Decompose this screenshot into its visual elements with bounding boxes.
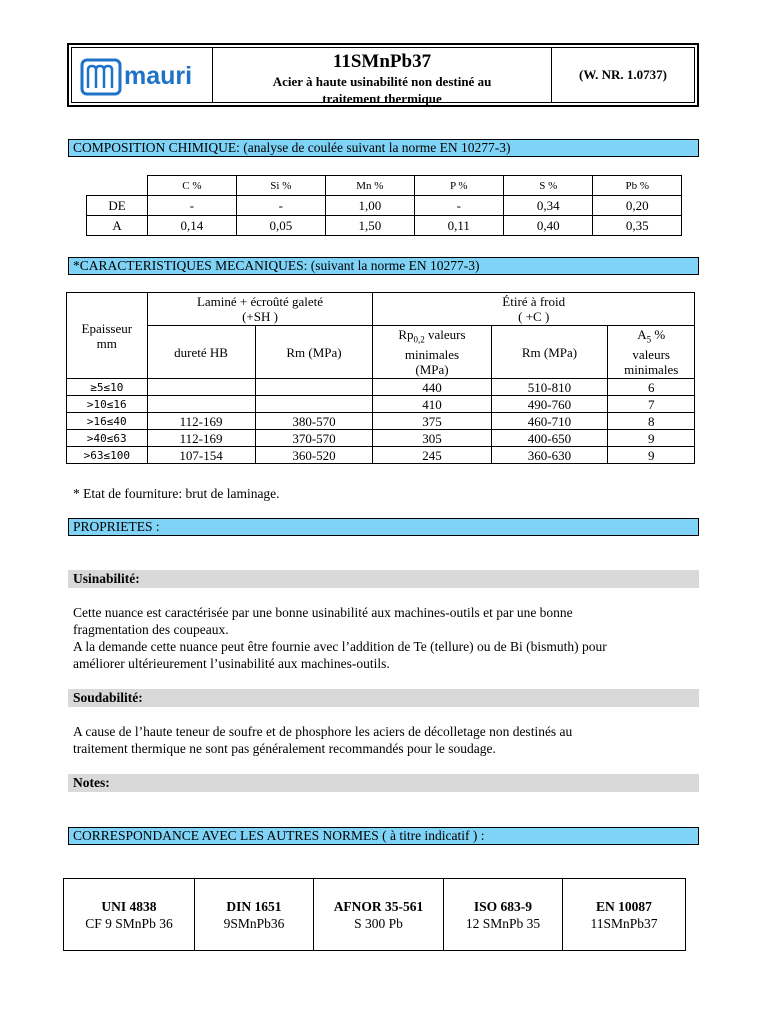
norm-standard: DIN 1651 [226, 898, 282, 914]
table-cell: 0,35 [593, 216, 682, 236]
usinabilite-text [73, 604, 703, 672]
table-cell: 0,05 [236, 216, 325, 236]
chemical-table [86, 175, 682, 236]
soudabilite-line: A cause de l’haute teneur de soufre et de phosphore les aciers de décolletage non destinés au [73, 724, 573, 739]
table-cell: 0,20 [593, 196, 682, 216]
table-cell: 440 [373, 379, 491, 396]
mechanical-section-title: *CARACTERISTIQUES MECANIQUES: (suivant la norme EN 10277-3) [68, 257, 699, 275]
table-row [67, 396, 695, 413]
soudabilite-text [73, 723, 703, 757]
table-cell: 410 [373, 396, 491, 413]
table-cell [255, 379, 373, 396]
chemical-section-title: COMPOSITION CHIMIQUE: (analyse de coulée suivant la norme EN 10277-3) [68, 139, 699, 157]
table-cell [147, 379, 255, 396]
a-subscript: 5 [646, 334, 652, 345]
table-cell [255, 396, 373, 413]
rp-label-suffix: valeurs [424, 326, 466, 342]
table-cell: 305 [373, 430, 491, 447]
thickness-header-line1: Epaisseur [81, 320, 133, 336]
table-cell: 510-810 [491, 379, 608, 396]
norm-designation: 9SMnPb36 [223, 915, 285, 931]
group2-line1: Étiré à froid [502, 294, 566, 309]
norm-designation: 12 SMnPb 35 [465, 915, 541, 931]
table-cell: - [148, 196, 236, 216]
soudabilite-line: traitement thermique ne sont pas généralement recommandés pour le soudage. [73, 741, 496, 756]
thickness-cell: >40≤63 [67, 430, 148, 447]
table-cell: 9 [608, 447, 695, 464]
chem-col-header: P % [414, 176, 503, 196]
mauri-logo [72, 48, 212, 106]
rp-line3: (MPa) [415, 362, 449, 378]
logo-cell [72, 48, 213, 102]
table-row [67, 430, 695, 447]
chem-col-header: C % [148, 176, 236, 196]
table-row [67, 413, 695, 430]
norm-standard: EN 10087 [596, 898, 652, 914]
table-cell: 0,40 [504, 216, 593, 236]
chem-col-header: Pb % [593, 176, 682, 196]
table-cell: 360-630 [491, 447, 608, 464]
norm-standard: UNI 4838 [101, 898, 157, 914]
table-cell: - [414, 196, 503, 216]
table-cell: 400-650 [491, 430, 608, 447]
col-rm1-header: Rm (MPa) [255, 326, 373, 379]
norm-cell-iso [444, 879, 563, 951]
subtitle-line-1: Acier à haute usinabilité non destiné au [272, 74, 492, 89]
usinabilite-heading: Usinabilité: [68, 570, 699, 588]
norm-designation: S 300 Pb [354, 915, 403, 931]
thickness-header [67, 293, 148, 379]
thickness-cell: >63≤100 [67, 447, 148, 464]
table-cell: 0,14 [148, 216, 236, 236]
soudabilite-heading: Soudabilité: [68, 689, 699, 707]
wnr-number: (W. NR. 1.0737) [579, 67, 667, 82]
norm-standard: ISO 683-9 [473, 898, 533, 914]
norms-table [63, 878, 686, 951]
group1-line1: Laminé + écroûté galeté [196, 294, 324, 309]
table-cell: 0,34 [504, 196, 593, 216]
table-cell: 1,50 [326, 216, 414, 236]
empty-corner [87, 176, 148, 196]
group2-line2: ( +C ) [518, 309, 550, 324]
table-cell: 490-760 [491, 396, 608, 413]
norm-standard: AFNOR 35-561 [333, 898, 424, 914]
table-cell: 1,00 [326, 196, 414, 216]
rp-label: Rp [398, 326, 414, 342]
usinabilite-line: améliorer ultérieurement l’usinabilité aux machines-outils. [73, 656, 390, 671]
norm-cell-din [195, 879, 314, 951]
title-cell [213, 48, 552, 106]
table-row [67, 379, 695, 396]
col-rp-header [373, 326, 491, 379]
row-label: A [87, 216, 148, 236]
table-cell: 112-169 [147, 413, 255, 430]
chem-col-header: Mn % [326, 176, 414, 196]
col-rm2-header: Rm (MPa) [491, 326, 608, 379]
table-cell: 460-710 [491, 413, 608, 430]
table-cell: - [236, 196, 325, 216]
table-cell: 112-169 [147, 430, 255, 447]
a-line2: valeurs [632, 347, 670, 363]
chem-col-header: S % [504, 176, 593, 196]
a-label: A [637, 326, 647, 342]
thickness-cell: >10≤16 [67, 396, 148, 413]
thickness-header-line2: mm [96, 335, 117, 351]
chem-col-header: Si % [236, 176, 325, 196]
norm-cell-en [563, 879, 686, 951]
group-laminated-header [147, 293, 373, 326]
grade-title: 11SMnPb37 [332, 51, 432, 72]
mechanical-table [66, 292, 695, 464]
row-label: DE [87, 196, 148, 216]
norm-cell-afnor [314, 879, 444, 951]
correspondance-section-title: CORRESPONDANCE AVEC LES AUTRES NORMES ( à titre indicatif ) : [68, 827, 699, 845]
norm-designation: CF 9 SMnPb 36 [85, 915, 173, 931]
table-cell: 360-520 [255, 447, 373, 464]
table-cell: 370-570 [255, 430, 373, 447]
table-row [87, 196, 682, 216]
a-line3: minimales [624, 362, 679, 378]
table-cell: 375 [373, 413, 491, 430]
col-hb-header: dureté HB [147, 326, 255, 379]
usinabilite-line: fragmentation des coupeaux. [73, 622, 229, 637]
table-cell: 107-154 [147, 447, 255, 464]
table-cell: 9 [608, 430, 695, 447]
notes-heading: Notes: [68, 774, 699, 792]
table-row [67, 447, 695, 464]
usinabilite-line: Cette nuance est caractérisée par une bonne usinabilité aux machines-outils et par une bonne [73, 605, 573, 620]
norm-cell-uni [64, 879, 195, 951]
properties-section-title: PROPRIETES : [68, 518, 699, 536]
group1-line2: (+SH ) [242, 309, 278, 324]
table-row [87, 216, 682, 236]
table-cell: 6 [608, 379, 695, 396]
rp-line2: minimales [404, 347, 460, 363]
thickness-cell: >16≤40 [67, 413, 148, 430]
rp-subscript: 0,2 [413, 334, 425, 345]
subtitle-line-2: traitement thermique [322, 91, 442, 106]
document-header [67, 43, 699, 107]
thickness-cell: ≥5≤10 [67, 379, 148, 396]
table-cell: 245 [373, 447, 491, 464]
table-cell: 380-570 [255, 413, 373, 430]
usinabilite-line: A la demande cette nuance peut être fournie avec l’addition de Te (tellure) ou de Bi (bismuth) pour [73, 639, 607, 654]
supply-condition-note: * Etat de fourniture: brut de laminage. [73, 486, 280, 501]
group-cold-drawn-header [373, 293, 695, 326]
a-label-suffix: % [651, 326, 666, 342]
table-cell: 7 [608, 396, 695, 413]
table-cell [147, 396, 255, 413]
table-cell: 8 [608, 413, 695, 430]
norm-designation: 11SMnPb37 [590, 915, 658, 931]
table-cell: 0,11 [414, 216, 503, 236]
col-a-header [608, 326, 695, 379]
logo-text: mauri [124, 62, 193, 90]
